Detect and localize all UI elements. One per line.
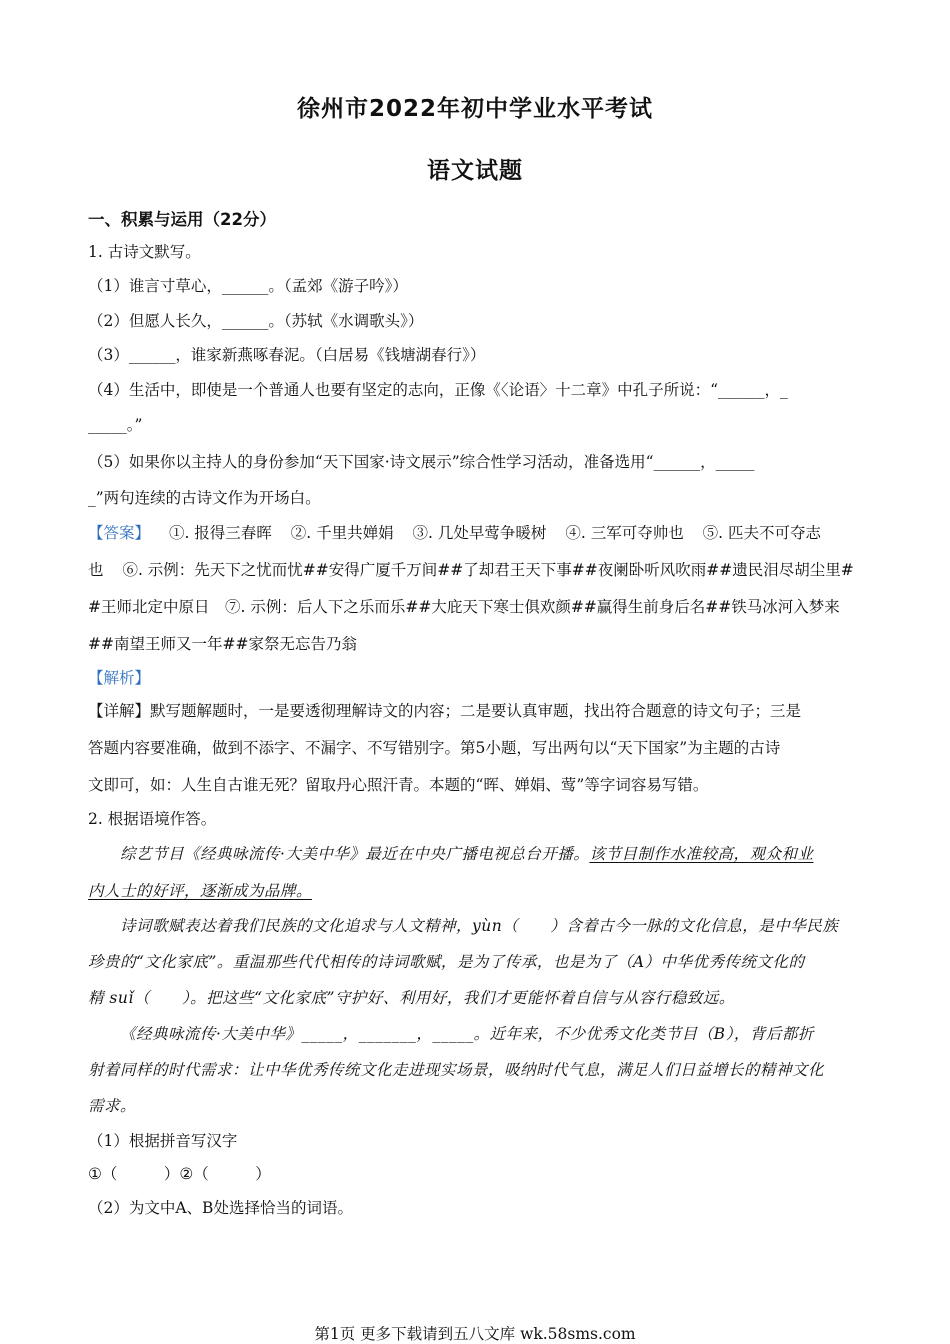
answer-line1 bbox=[88, 521, 863, 543]
section-heading: 一、积累与运用（22分） bbox=[88, 210, 276, 229]
page-footer: 第1页 更多下载请到五八文库 wk.58sms.com bbox=[314, 1325, 636, 1343]
detail-label: 【详解】 bbox=[88, 702, 151, 720]
q1-part4-line1: （4）生活中，即使是一个普通人也要有坚定的志向，正像《〈论语〉十二章》中孔子所说：“______，_ bbox=[88, 381, 788, 399]
q2-underlined-sentence: 内人士的好评，逐渐成为品牌。 bbox=[88, 882, 313, 900]
answer-item: 也 bbox=[88, 561, 104, 579]
answer-item: ④. 三军可夺帅也 bbox=[565, 524, 684, 542]
answer-line2 bbox=[88, 558, 863, 580]
analysis-line3: 文即可，如：人生自古谁无死？留取丹心照汗青。本题的“晖、婵娟、莺”等字词容易写错。 bbox=[88, 776, 709, 794]
q2-para2-line3: 精 suǐ（ ）。把这些“文化家底”守护好、利用好，我们才更能怀着自信与从容行稳致远。 bbox=[88, 989, 735, 1007]
q2-para3-line1: 《经典咏流传·大美中华》_____，_______，_____。近年来，不少优秀文化类节目（B），背后都折 bbox=[120, 1025, 814, 1043]
q1-part5-line1: （5）如果你以主持人的身份参加“天下国家·诗文展示”综合性学习活动，准备选用“______，_____ bbox=[88, 453, 755, 471]
exam-title: 徐州市2022年初中学业水平考试 bbox=[296, 96, 653, 122]
q2-sub1-blanks: ①（ ）②（ ） bbox=[88, 1165, 271, 1183]
q2-para1-line1 bbox=[120, 842, 860, 864]
answer-label: 【答案】 bbox=[88, 524, 151, 542]
q2-para2-line2: 珍贵的“文化家底”。重温那些代代相传的诗词歌赋，是为了传承，也是为了（A）中华优秀传统文化的 bbox=[88, 953, 805, 971]
answer-item: ⑥. 示例：先天下之忧而忧##安得广厦千万间##了却君王天下事##夜阑卧听风吹雨##遗民泪尽胡尘里# bbox=[122, 561, 854, 579]
answer-item: ⑤. 匹夫不可夺志 bbox=[702, 524, 821, 542]
q2-stem: 2. 根据语境作答。 bbox=[88, 810, 217, 828]
analysis-line1 bbox=[88, 699, 863, 721]
exam-subtitle: 语文试题 bbox=[427, 158, 523, 184]
analysis-line2: 答题内容要准确，做到不添字、不漏字、不写错别字。第5小题，写出两句以“天下国家”为主题的古诗 bbox=[88, 739, 781, 757]
analysis-text: 默写题解题时，一是要透彻理解诗文的内容；二是要认真审题，找出符合题意的诗文句子；三是 bbox=[150, 702, 802, 720]
q1-part2: （2）但愿人长久，______。（苏轼《水调歌头》） bbox=[88, 312, 424, 330]
q1-part3: （3）______，谁家新燕啄春泥。（白居易《钱塘湖春行》） bbox=[88, 346, 486, 364]
q2-sub2: （2）为文中A、B处选择恰当的词语。 bbox=[88, 1199, 353, 1217]
q2-sub1: （1）根据拼音写汉字 bbox=[88, 1132, 238, 1150]
q2-para3-line2: 射着同样的时代需求：让中华优秀传统文化走进现实场景，吸纳时代气息，满足人们日益增长的精神文化 bbox=[88, 1061, 825, 1079]
q2-para1-text: 综艺节目《经典咏流传·大美中华》最近在中央广播电视总台开播。 bbox=[120, 845, 590, 863]
q2-underlined-sentence: 该节目制作水准较高，观众和业 bbox=[589, 845, 814, 863]
answer-item: ③. 几处早莺争暖树 bbox=[412, 524, 547, 542]
q2-para3-line3: 需求。 bbox=[88, 1097, 137, 1115]
answer-line4: ##南望王师又一年##家祭无忘告乃翁 bbox=[88, 635, 357, 653]
q1-part5-line2: _”两句连续的古诗文作为开场白。 bbox=[88, 489, 321, 507]
q2-para1-line2 bbox=[88, 879, 863, 901]
q1-part4-line2: _____。” bbox=[88, 416, 143, 434]
q1-stem: 1. 古诗文默写。 bbox=[88, 243, 201, 261]
answer-line3: #王师北定中原日 ⑦. 示例：后人下之乐而乐##大庇天下寒士俱欢颜##赢得生前身后名##铁马冰河入梦来 bbox=[88, 598, 840, 616]
analysis-label: 【解析】 bbox=[88, 669, 151, 687]
q1-part1: （1）谁言寸草心，______。（孟郊《游子吟》） bbox=[88, 277, 408, 295]
q2-para2-line1: 诗词歌赋表达着我们民族的文化追求与人文精神，yùn（ ）含着古今一脉的文化信息，是中华民族 bbox=[120, 917, 839, 935]
answer-item: ②. 千里共婵娟 bbox=[290, 524, 394, 542]
answer-item: ①. 报得三春晖 bbox=[168, 524, 272, 542]
